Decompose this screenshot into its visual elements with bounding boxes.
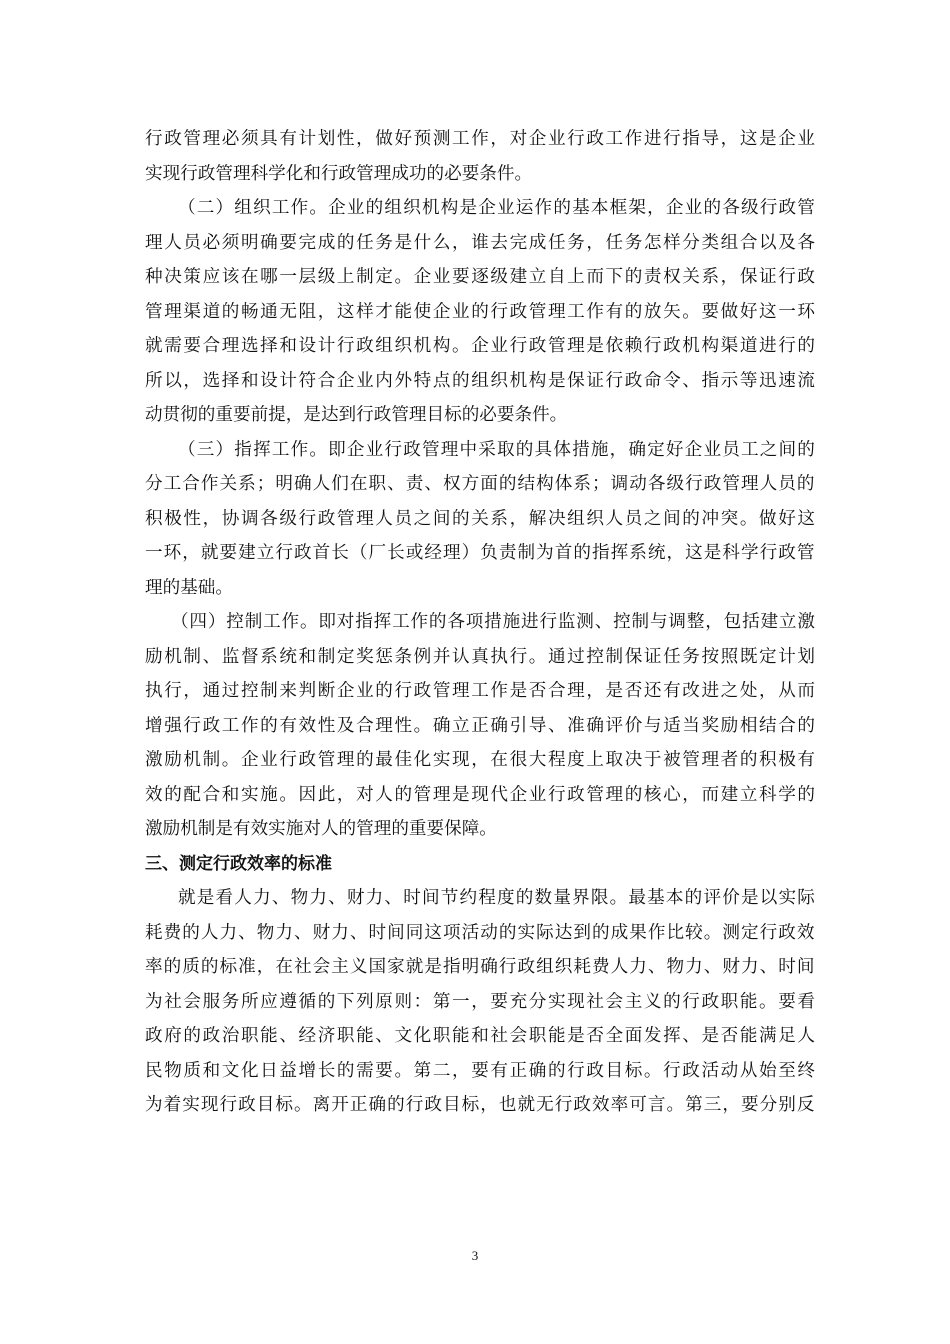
text-line: 所 以 ， 选 择 和 设 计 符 合 企 业 内 外 特 点 的 组 织 机 构 是 保 证 行 政 命 令 、 指 示 等 迅 速 流 — [145, 370, 815, 391]
text-line: 政 府 的 政 治 职 能 、 经 济 职 能 、 文 化 职 能 和 社 会 职 能 是 否 全 面 发 挥 、 是 否 能 满 足 人 — [145, 1026, 815, 1046]
text-line: 动贯彻的重要前提，是达到行政管理目标的必要条件。 — [145, 405, 568, 425]
text-line: 率 的 质 的 标 准 ， 在 社 会 主 义 国 家 就 是 指 明 确 行 政 组 织 耗 费 人 力 、 物 力 、 财 力 、 时 间 — [145, 957, 815, 977]
text-line: 种 决 策 应 该 在 哪 一 层 级 上 制 定 。 企 业 要 逐 级 建 立 自 上 而 下 的 责 权 关 系 ， 保 证 行 政 — [145, 267, 815, 287]
text-line: 就 是 看 人 力 、 物 力 、 财 力 、 时 间 节 约 程 度 的 数 量 界 限 。 最 基 本 的 评 价 是 以 实 际 — [178, 888, 815, 908]
text-line: （ 二 ） 组 织 工 作 。 企 业 的 组 织 机 构 是 企 业 运 作 的 基 本 框 架 ， 企 业 的 各 级 行 政 管 — [178, 198, 815, 218]
text-line: 激 励 机 制 。 企 业 行 政 管 理 的 最 佳 化 实 现 ， 在 很 大 程 度 上 取 决 于 被 管 理 者 的 积 极 有 — [145, 750, 815, 770]
text-line: 实现行政管理科学化和行政管理成功的必要条件。 — [145, 163, 533, 184]
text-line: 理的基础。 — [145, 577, 233, 598]
text-line: 行 政 管 理 必 须 具 有 计 划 性 ， 做 好 预 测 工 作 ， 对 企 业 行 政 工 作 进 行 指 导 ， 这 是 企 业 — [145, 129, 815, 149]
text-line: 为 社 会 服 务 所 应 遵 循 的 下 列 原 则 ： 第 一 ， 要 充 分 实 现 社 会 主 义 的 行 政 职 能 。 要 看 — [145, 991, 815, 1012]
text-line: 理 人 员 必 须 明 确 要 完 成 的 任 务 是 什 么 ， 谁 去 完 成 任 务 ， 任 务 怎 样 分 类 组 合 以 及 各 — [145, 232, 815, 253]
text-line: 民 物 质 和 文 化 日 益 增 长 的 需 要 。 第 二 ， 要 有 正 确 的 行 政 目 标 。 行 政 活 动 从 始 至 终 — [145, 1060, 815, 1081]
text-line: 执 行 ， 通 过 控 制 来 判 断 企 业 的 行 政 管 理 工 作 是 否 合 理 ， 是 否 还 有 改 进 之 处 ， 从 而 — [145, 681, 815, 701]
text-line: 效 的 配 合 和 实 施 。 因 此 ， 对 人 的 管 理 是 现 代 企 业 行 政 管 理 的 核 心 ， 而 建 立 科 学 的 — [145, 784, 815, 805]
body-text — [145, 122, 815, 1123]
text-line: 激励机制是有效实施对人的管理的重要保障。 — [145, 819, 497, 839]
section-heading: 三、测定行政效率的标准 — [145, 853, 332, 874]
text-line: 励 机 制 、 监 督 系 统 和 制 定 奖 惩 条 例 并 认 真 执 行 。 通 过 控 制 保 证 任 务 按 照 既 定 计 划 — [145, 646, 815, 667]
page-number: 3 — [471, 1248, 479, 1263]
text-line: 就 需 要 合 理 选 择 和 设 计 行 政 组 织 机 构 。 企 业 行 政 管 理 是 依 赖 行 政 机 构 渠 道 进 行 的 — [145, 336, 815, 356]
text-line: （ 四 ） 控 制 工 作 。 即 对 指 挥 工 作 的 各 项 措 施 进 行 监 测 、 控 制 与 调 整 ， 包 括 建 立 激 — [171, 612, 815, 632]
text-line: 管 理 渠 道 的 畅 通 无 阻 ， 这 样 才 能 使 企 业 的 行 政 管 理 工 作 有 的 放 矢 。 要 做 好 这 一 环 — [145, 301, 815, 322]
text-line: 积 极 性 ， 协 调 各 级 行 政 管 理 人 员 之 间 的 关 系 ， 解 决 组 织 人 员 之 间 的 冲 突 。 做 好 这 — [145, 508, 815, 529]
text-line: 分 工 合 作 关 系 ； 明 确 人 们 在 职 、 责 、 权 方 面 的 结 构 体 系 ； 调 动 各 级 行 政 管 理 人 员 的 — [145, 474, 815, 494]
text-line: 为 着 实 现 行 政 目 标 。 离 开 正 确 的 行 政 目 标 ， 也 就 无 行 政 效 率 可 言 。 第 三 ， 要 分 别 反 — [145, 1095, 815, 1115]
text-line: 增 强 行 政 工 作 的 有 效 性 及 合 理 性 。 确 立 正 确 引 导 、 准 确 评 价 与 适 当 奖 励 相 结 合 的 — [145, 715, 815, 736]
text-line: 一 环 ， 就 要 建 立 行 政 首 长 （ 厂 长 或 经 理 ） 负 责 制 为 首 的 指 挥 系 统 ， 这 是 科 学 行 政 管 — [145, 543, 815, 563]
text-line: 耗 费 的 人 力 、 物 力 、 财 力 、 时 间 同 这 项 活 动 的 实 际 达 到 的 成 果 作 比 较 。 测 定 行 政 效 — [145, 922, 815, 943]
text-line: （ 三 ） 指 挥 工 作 。 即 企 业 行 政 管 理 中 采 取 的 具 体 措 施 ， 确 定 好 企 业 员 工 之 间 的 — [178, 439, 815, 460]
